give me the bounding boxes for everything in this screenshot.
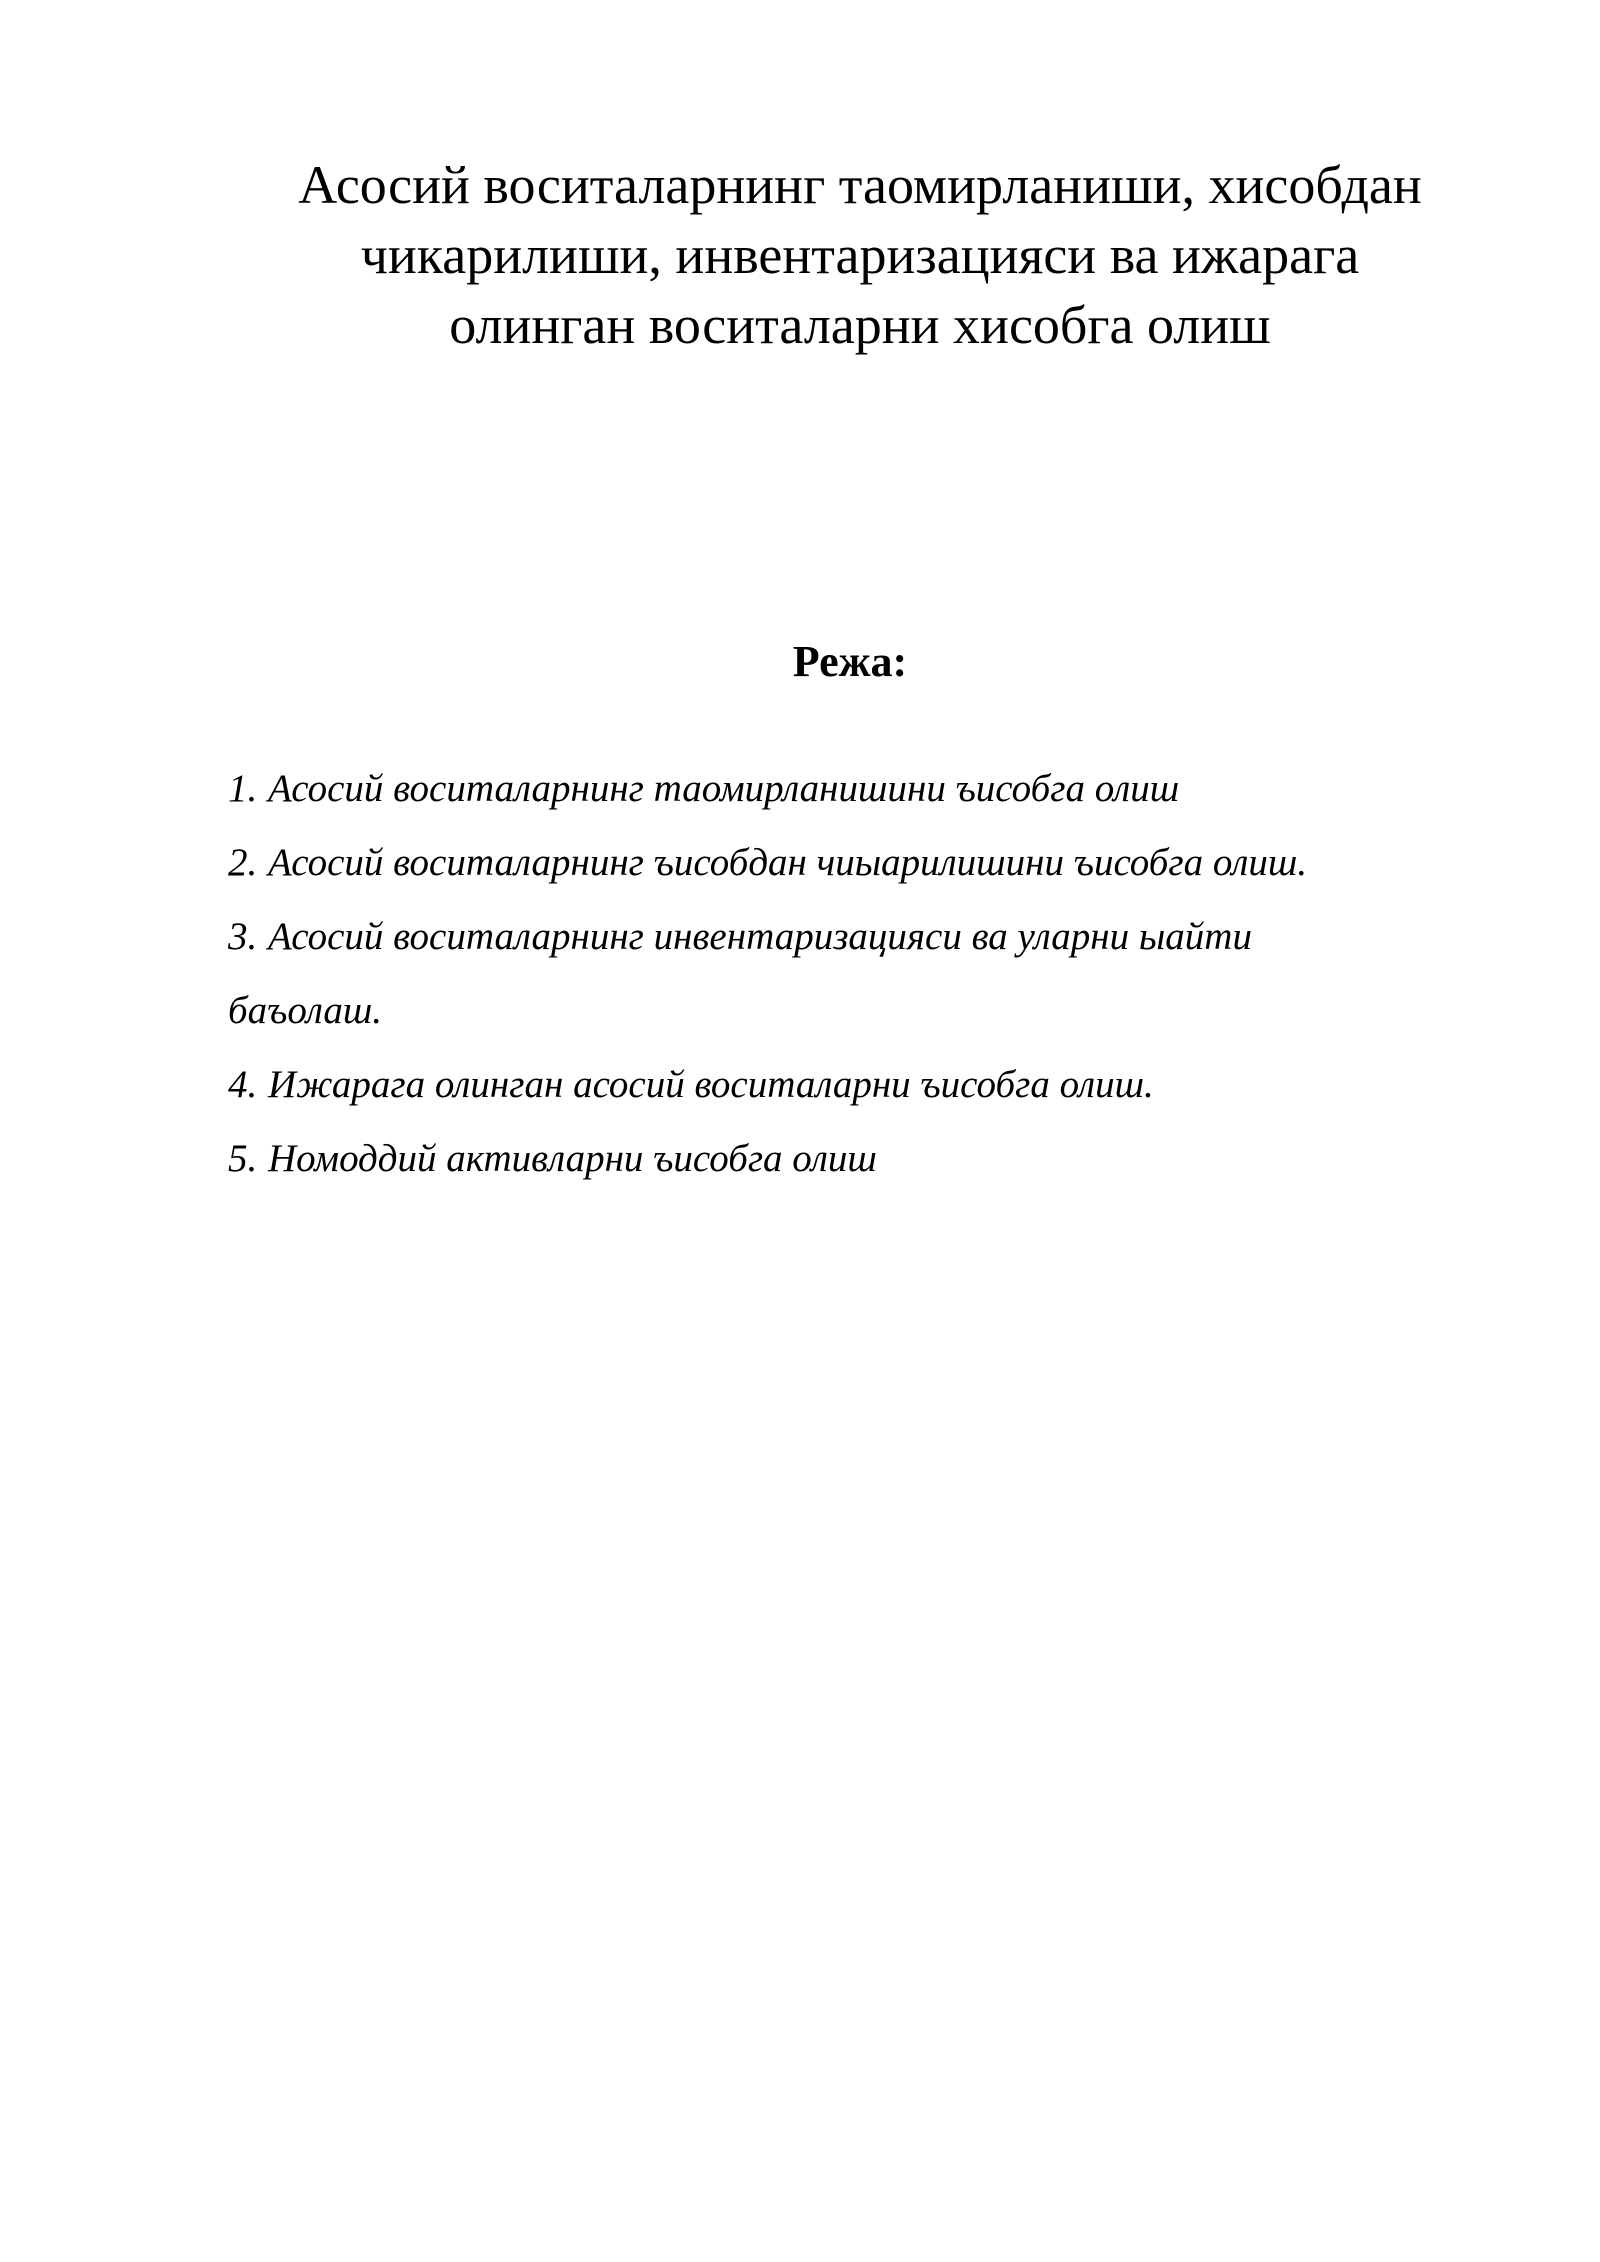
title-line-2: чикарилиши, инвентаризацияси ва ижарага xyxy=(360,225,1360,285)
plan-item-number: 2. xyxy=(228,841,258,884)
plan-item-number: 4. xyxy=(228,1063,258,1106)
plan-item-2 xyxy=(228,826,1488,900)
plan-item-1 xyxy=(228,752,1488,826)
plan-list xyxy=(228,752,1488,1196)
plan-item-3 xyxy=(228,900,1488,1048)
plan-item-text: Асосий воситаларнинг ъисобдан чиыарилишини ъисобга олиш. xyxy=(268,841,1308,884)
plan-item-text: Асосий воситаларнинг инвентаризацияси ва уларни ыайти xyxy=(268,915,1252,958)
plan-item-5 xyxy=(228,1122,1488,1196)
plan-item-number: 5. xyxy=(228,1137,258,1180)
plan-heading: Режа: xyxy=(792,637,908,686)
plan-item-4 xyxy=(228,1048,1488,1122)
plan-item-continuation: баъолаш. xyxy=(228,989,383,1032)
title-line-1: Асосий воситаларнинг таомирланиши, хисобдан xyxy=(298,155,1422,215)
plan-item-text: Асосий воситаларнинг таомирланишини ъисобга олиш xyxy=(268,767,1180,810)
plan-item-number: 3. xyxy=(228,915,258,958)
plan-item-text: Ижарага олинган асосий воситаларни ъисобга олиш. xyxy=(268,1063,1154,1106)
plan-item-text: Номоддий активларни ъисобга олиш xyxy=(268,1137,877,1180)
title-line-3: олинган воситаларни хисобга олиш xyxy=(449,295,1271,355)
plan-item-number: 1. xyxy=(228,767,258,810)
document-title xyxy=(230,150,1490,360)
